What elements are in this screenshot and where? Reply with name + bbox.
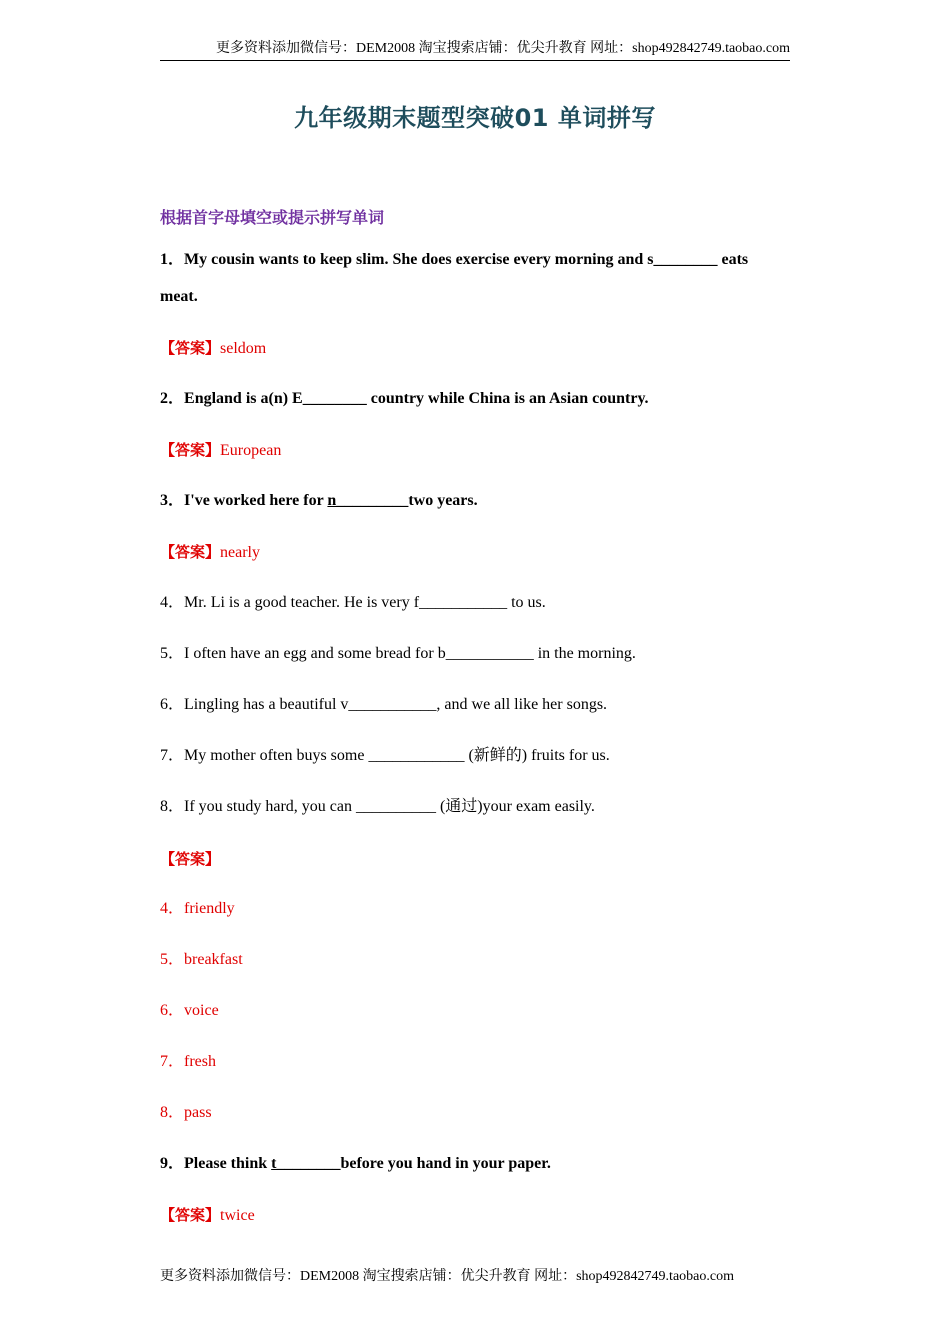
answer-6	[160, 1001, 219, 1021]
question-number: 6．	[160, 696, 185, 713]
answer-5	[160, 950, 243, 970]
question-number: 7．	[160, 747, 185, 764]
question-text: England is a(n) E________ country while China is an Asian country.	[184, 390, 649, 407]
question-4	[160, 593, 546, 613]
answer-8	[160, 1103, 212, 1123]
question-1	[160, 250, 748, 270]
blank: t________	[271, 1155, 341, 1172]
answer-4	[160, 899, 235, 919]
answer-7	[160, 1052, 216, 1072]
question-3	[160, 491, 478, 511]
answer-number: 4．	[160, 900, 185, 917]
page-footer: 更多资料添加微信号：DEM2008 淘宝搜索店铺：优尖升教育 网址：shop492842749.taobao.com	[160, 1269, 734, 1284]
answer-text: friendly	[184, 900, 235, 917]
answer-tag: 【答案】	[160, 543, 221, 561]
question-text: My mother often buys some ____________ (新鲜的) fruits for us.	[184, 747, 610, 764]
page-title: 九年级期末题型突破01 单词拼写	[294, 104, 656, 132]
answer-text: European	[220, 442, 282, 459]
blank: n_________	[327, 492, 409, 509]
question-number: 1．	[160, 251, 185, 268]
answer-number: 7．	[160, 1053, 185, 1070]
answer-tag: 【答案】	[160, 1206, 221, 1224]
question-text: Mr. Li is a good teacher. He is very f___________ to us.	[184, 594, 546, 611]
answer-text: pass	[184, 1104, 212, 1121]
question-text: My cousin wants to keep slim. She does exercise every morning and s________ eats	[184, 251, 749, 268]
question-1-cont: meat.	[160, 288, 198, 305]
question-text: two years.	[408, 492, 478, 509]
answer-tag: 【答案】	[160, 850, 221, 868]
answer-2	[160, 440, 281, 461]
question-number: 2．	[160, 390, 185, 407]
answer-text: twice	[220, 1207, 255, 1224]
answer-1	[160, 338, 266, 359]
answer-header-4-8	[160, 849, 220, 870]
question-text: I often have an egg and some bread for b___________ in the morning.	[184, 645, 636, 662]
question-8	[160, 797, 595, 817]
question-number: 9．	[160, 1155, 185, 1172]
question-text: I've worked here for	[184, 492, 328, 509]
answer-tag: 【答案】	[160, 441, 221, 459]
answer-text: nearly	[220, 544, 260, 561]
answer-text: fresh	[184, 1053, 216, 1070]
answer-tag: 【答案】	[160, 339, 221, 357]
answer-text: seldom	[220, 340, 267, 357]
page-header: 更多资料添加微信号：DEM2008 淘宝搜索店铺：优尖升教育 网址：shop492842749.taobao.com	[160, 40, 790, 61]
answer-text: breakfast	[184, 951, 243, 968]
question-5	[160, 644, 636, 664]
question-6	[160, 695, 607, 715]
question-number: 8．	[160, 798, 185, 815]
answer-number: 8．	[160, 1104, 185, 1121]
answer-number: 5．	[160, 951, 185, 968]
question-7	[160, 746, 610, 766]
answer-9	[160, 1205, 255, 1226]
question-2	[160, 389, 649, 409]
question-number: 5．	[160, 645, 185, 662]
answer-3	[160, 542, 260, 563]
question-9	[160, 1154, 551, 1174]
question-text: If you study hard, you can __________ (通过)your exam easily.	[184, 798, 595, 815]
section-title: 根据首字母填空或提示拼写单词	[160, 208, 385, 227]
question-text: Lingling has a beautiful v___________, and we all like her songs.	[184, 696, 608, 713]
question-number: 3．	[160, 492, 185, 509]
question-text: before you hand in your paper.	[340, 1155, 551, 1172]
answer-number: 6．	[160, 1002, 185, 1019]
question-text: Please think	[184, 1155, 272, 1172]
question-number: 4．	[160, 594, 185, 611]
answer-text: voice	[184, 1002, 219, 1019]
